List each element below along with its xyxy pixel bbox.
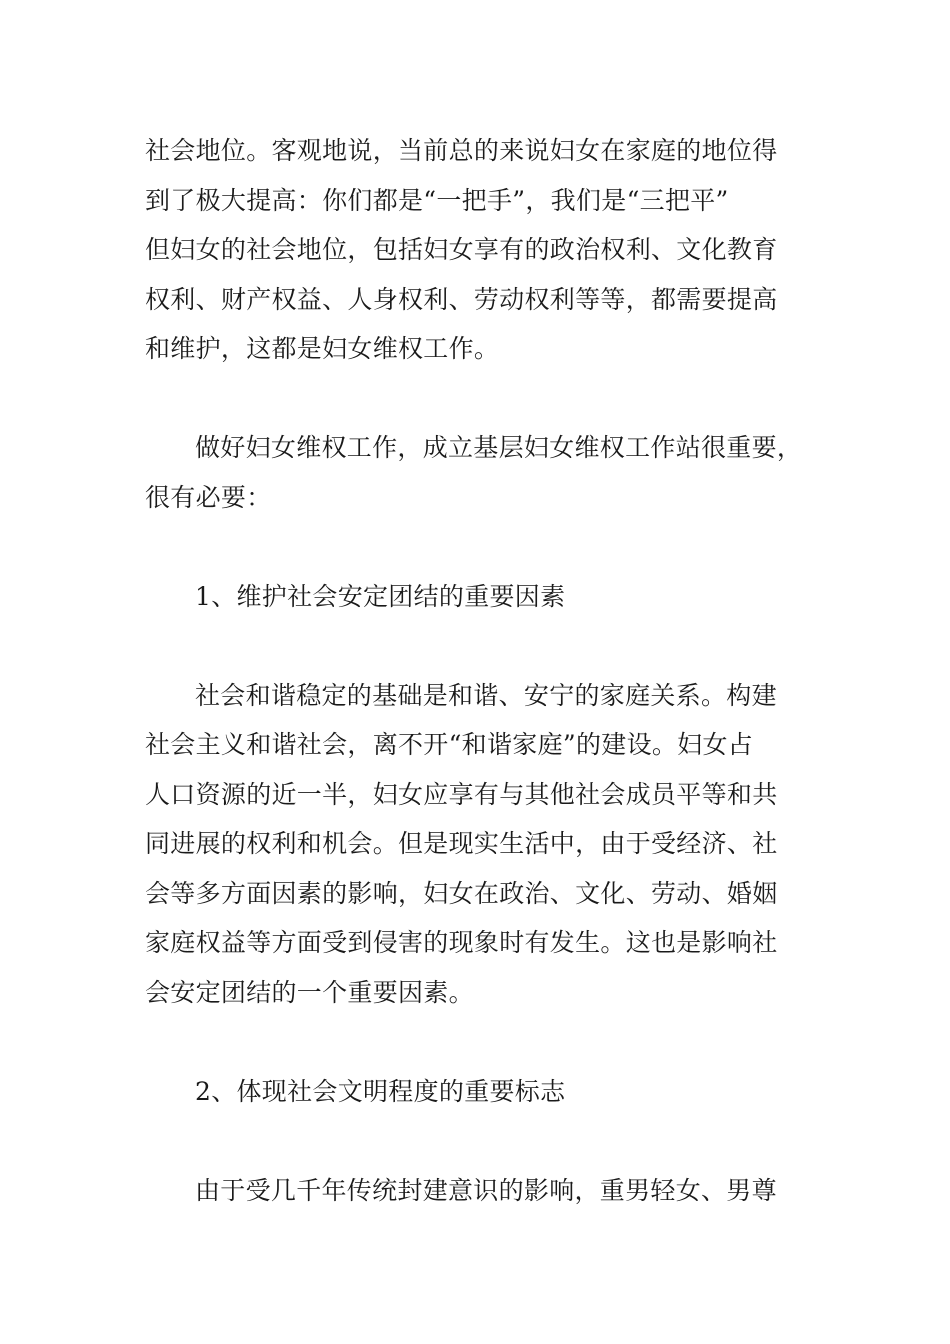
paragraph-line: 会等多方面因素的影响，妇女在政治、文化、劳动、婚姻 (145, 878, 778, 908)
paragraph-line: 社会和谐稳定的基础是和谐、安宁的家庭关系。构建 (195, 680, 777, 710)
paragraph-line: 社会主义和谐社会，离不开“和谐家庭”的建设。妇女占 (145, 730, 754, 759)
paragraph-line: 社会地位。客观地说，当前总的来说妇女在家庭的地位得 (145, 136, 778, 165)
paragraph-line: 但妇女的社会地位，包括妇女享有的政治权利、文化教育 (145, 235, 778, 264)
paragraph-spacer (145, 1116, 815, 1166)
paragraph-line: 做好妇女维权工作，成立基层妇女维权工作站很重要， (195, 433, 803, 462)
paragraph-line: 和维护，这都是妇女维权工作。 (145, 334, 500, 363)
paragraph-spacer (145, 1017, 815, 1067)
paragraph-line: 会安定团结的一个重要因素。 (145, 977, 474, 1007)
paragraph-line: 权利、财产权益、人身权利、劳动权利等等，都需要提高 (145, 284, 778, 314)
paragraph-line: 同进展的权利和机会。但是现实生活中，由于受经济、社 (145, 829, 778, 858)
paragraph-line: 很有必要： (145, 482, 272, 512)
paragraph-spacer (145, 374, 815, 424)
section-heading: 1、维护社会安定团结的重要因素 (195, 581, 566, 611)
section-heading: 2、体现社会文明程度的重要标志 (195, 1076, 566, 1106)
paragraph-spacer (145, 522, 815, 572)
paragraph-line: 到了极大提高：你们都是“一把手”，我们是“三把平” (145, 185, 729, 215)
document-page (145, 126, 815, 1215)
paragraph-line: 家庭权益等方面受到侵害的现象时有发生。这也是影响社 (145, 928, 778, 957)
paragraph-spacer (145, 621, 815, 671)
paragraph-line: 由于受几千年传统封建意识的影响，重男轻女、男尊 (195, 1175, 777, 1205)
paragraph-line: 人口资源的近一半，妇女应享有与其他社会成员平等和共 (145, 779, 778, 809)
